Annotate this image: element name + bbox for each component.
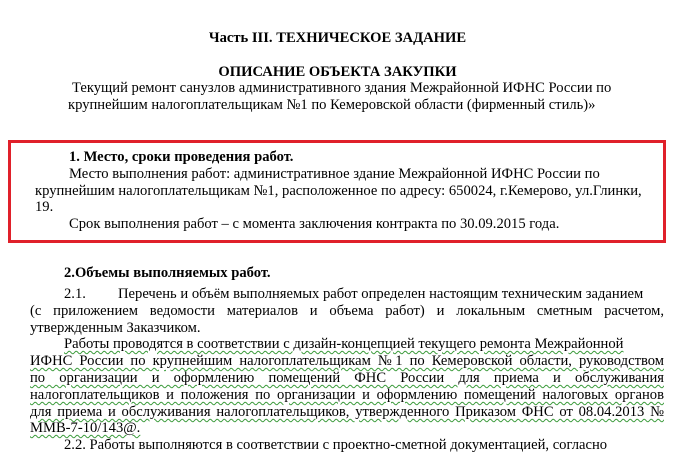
clause-2-1-number: 2.1. [64, 286, 86, 302]
design-paragraph-line-2: ИФНС России по крупнейшим налогоплательщикам №1 по Кемеровской области, руководством [30, 353, 664, 369]
clause-2-1-line-1: Перечень и объём выполняемых работ определен настоящим техническим заданием [118, 286, 644, 302]
design-paragraph-line-3: по организации и оформлению помещений ФНС России для приема и обслуживания [30, 370, 664, 386]
design-paragraph-line-6: ММВ-7-10/143@. [30, 420, 141, 436]
section-1-heading: 1. Место, сроки проведения работ. [69, 149, 294, 165]
procurement-subject-line-1: Текущий ремонт санузлов административного здания Межрайонной ИФНС России по [72, 80, 612, 96]
part-title: Часть III. ТЕХНИЧЕСКОЕ ЗАДАНИЕ [208, 30, 467, 46]
work-place-line-3: 19. [35, 199, 54, 215]
work-term-line: Срок выполнения работ – с момента заключения контракта по 30.09.2015 года. [69, 216, 560, 232]
design-paragraph-line-1: Работы проводятся в соответствии с дизайн-концепцией текущего ремонта Межрайонной [64, 336, 624, 352]
design-paragraph-line-5: для приема и обслуживания налогоплательщиков, утвержденного Приказом ФНС от 08.04.2013 № [30, 404, 664, 420]
work-place-line-2: крупнейшим налогоплательщикам №1, расположенное по адресу: 650024, г.Кемерово, ул.Глинки, [35, 183, 642, 199]
work-place-line-1: Место выполнения работ: административное здание Межрайонной ИФНС России по [69, 166, 600, 182]
section-2-heading: 2.Объемы выполняемых работ. [64, 265, 271, 281]
design-paragraph-line-4: налогоплательщиков и положения по организации и оформлению помещений налоговых органов [30, 387, 664, 403]
clause-2-2-partial-line: 2.2. Работы выполняются в соответствии с проектно-сметной документацией, согласно [64, 437, 608, 453]
procurement-subject-line-2: крупнейшим налогоплательщикам №1 по Кемеровской области (фирменный стиль)» [68, 97, 596, 113]
clause-2-1-line-2: (с приложением ведомости материалов и объема работ) и локальным сметным расчетом, [30, 303, 664, 319]
clause-2-1-line-3: утвержденным Заказчиком. [30, 320, 201, 336]
section-title: ОПИСАНИЕ ОБЪЕКТА ЗАКУПКИ [218, 64, 457, 80]
